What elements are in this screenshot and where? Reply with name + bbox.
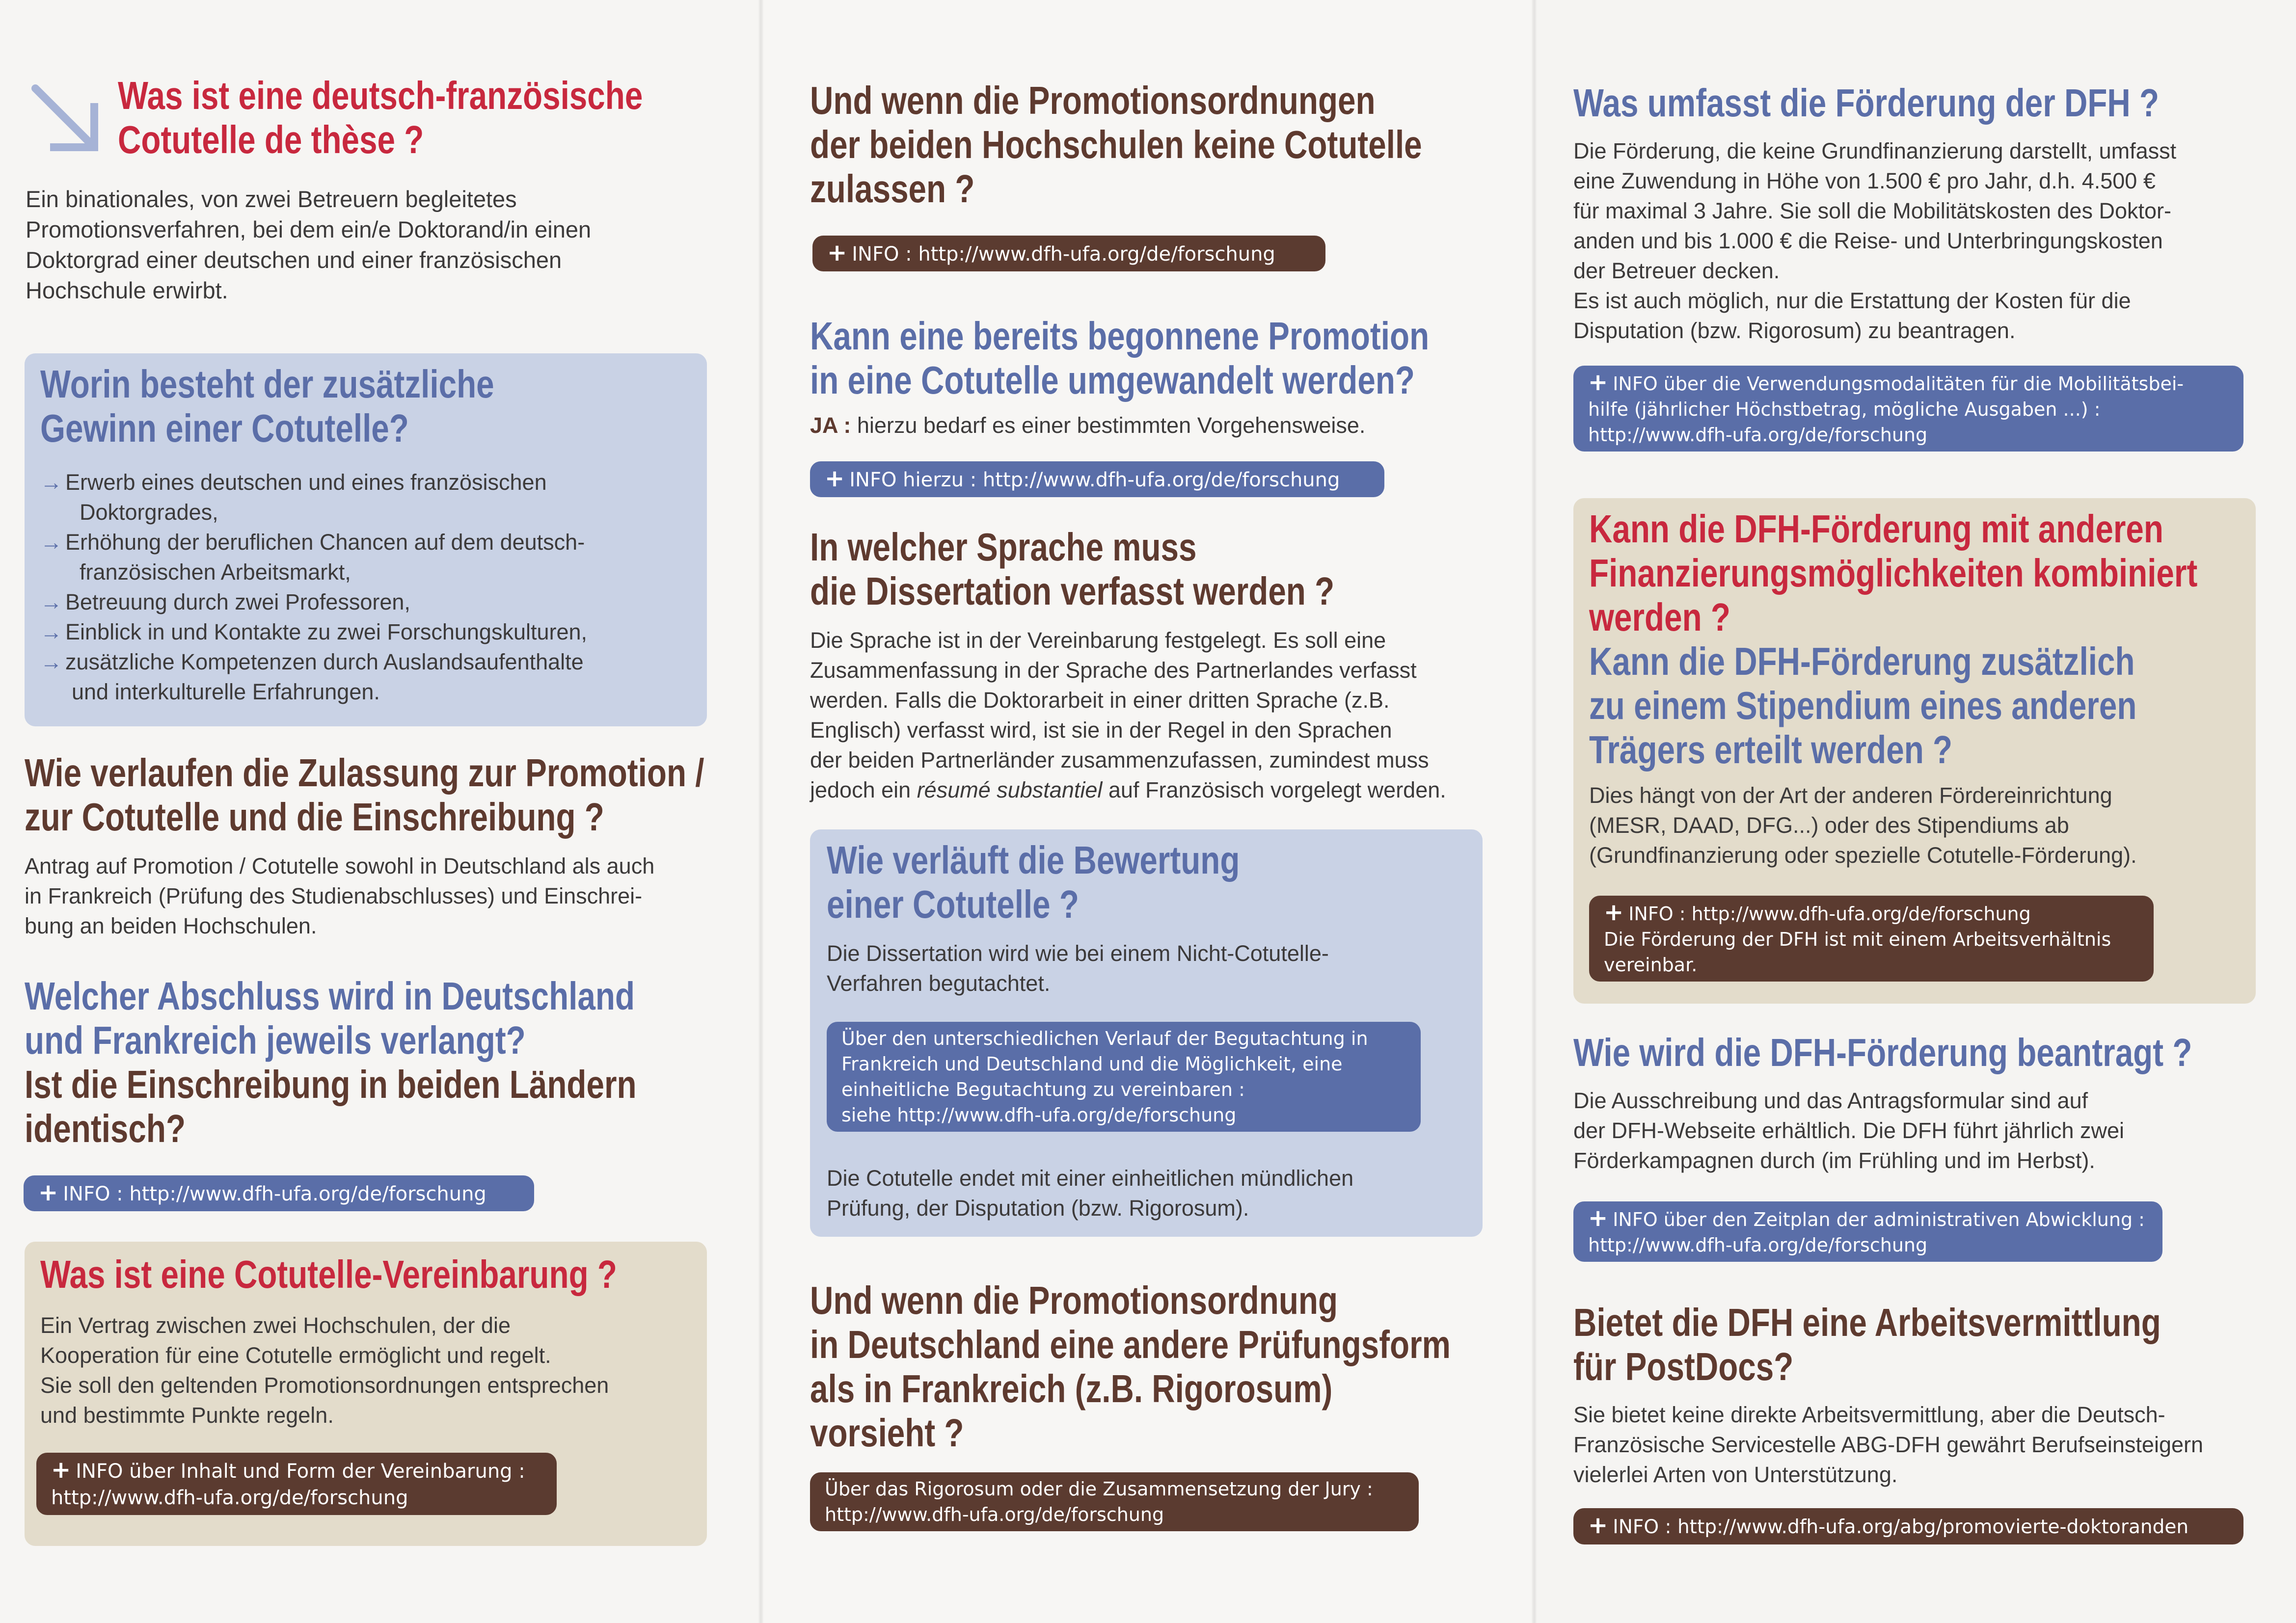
- info-link[interactable]: [24, 1175, 534, 1211]
- section-application: [1573, 1031, 2296, 1175]
- heading-line: einer Cotutelle ?: [827, 882, 1079, 926]
- heading-line: In welcher Sprache muss: [810, 525, 1197, 569]
- text-line: Dies hängt von der Art der anderen Fördereinrichtung: [1589, 783, 2112, 808]
- text-line: Prüfung, der Disputation (bzw. Rigorosum).: [827, 1196, 1249, 1221]
- heading: [810, 525, 1334, 613]
- benefit-list: [40, 467, 587, 707]
- heading-line: Worin besteht der zusätzliche: [40, 362, 494, 406]
- heading: [25, 751, 704, 839]
- text-line: der Betreuer decken.: [1573, 258, 1780, 283]
- heading-line: für PostDocs?: [1573, 1345, 1794, 1388]
- info-text: Über das Rigorosum oder die Zusammensetzung der Jury :: [825, 1478, 1373, 1500]
- info-link[interactable]: [827, 1022, 1421, 1132]
- heading-line: Was umfasst die Förderung der DFH ?: [1573, 81, 2160, 125]
- heading-line: Wie verläuft die Bewertung: [827, 838, 1240, 882]
- heading-line: Cotutelle de thèse ?: [118, 118, 424, 161]
- info-text: INFO hierzu : http://www.dfh-ufa.org/de/forschung: [849, 469, 1340, 491]
- text-line: Sie bietet keine direkte Arbeitsvermittlung, aber die Deutsch-: [1573, 1402, 2165, 1427]
- plus-icon: +: [825, 465, 845, 492]
- heading-line: Ist die Einschreibung in beiden Ländern: [25, 1063, 637, 1106]
- list-item: [40, 587, 587, 617]
- text-line: Die Dissertation wird wie bei einem Nicht-Cotutelle-: [827, 941, 1329, 966]
- heading-line: zulassen ?: [810, 167, 975, 211]
- text-line: Hochschule erwirbt.: [26, 277, 228, 303]
- text-line: Kooperation für eine Cotutelle ermöglicht und regelt.: [40, 1343, 551, 1368]
- heading: [40, 362, 494, 451]
- list-item: [40, 647, 587, 707]
- info-text: INFO über den Zeitplan der administrativen Abwicklung :: [1613, 1209, 2145, 1230]
- plus-icon: +: [38, 1179, 58, 1206]
- info-link[interactable]: [812, 236, 1325, 271]
- text-line: bung an beiden Hochschulen.: [25, 913, 317, 938]
- text-line: für maximal 3 Jahre. Sie soll die Mobilitätskosten des Doktor-: [1573, 198, 2171, 223]
- info-text: Die Förderung der DFH ist mit einem Arbeitsverhältnis: [1604, 929, 2111, 950]
- info-text: INFO : http://www.dfh-ufa.org/de/forschung: [1628, 903, 2031, 925]
- text-line: eine Zuwendung in Höhe von 1.500 € pro Jahr, d.h. 4.500 €: [1573, 168, 2156, 193]
- info-text: Frankreich und Deutschland und die Möglichkeit, eine: [841, 1053, 1343, 1075]
- text-line: der beiden Partnerländer zusammenzufassen, zumindest muss: [810, 747, 1429, 772]
- heading-line: werden ?: [1589, 595, 1730, 639]
- heading: [1573, 81, 2159, 125]
- section-exam-form: [810, 1278, 1591, 1455]
- list-item: [40, 527, 587, 587]
- info-text: http://www.dfh-ufa.org/de/forschung: [825, 1504, 1164, 1525]
- info-text: INFO : http://www.dfh-ufa.org/de/forschung: [63, 1183, 486, 1205]
- text-line: Es ist auch möglich, nur die Erstattung der Kosten für die: [1573, 288, 2131, 313]
- list-item-text: Doktorgrades,: [80, 500, 218, 525]
- heading: [1589, 639, 2136, 772]
- heading-line: vorsieht ?: [810, 1411, 964, 1455]
- text-line: Promotionsverfahren, bei dem ein/e Doktorand/in einen: [26, 216, 592, 242]
- text-line: werden. Falls die Doktorarbeit in einer dritten Sprache (z.B.: [810, 688, 1390, 713]
- heading-line: Kann die DFH-Förderung zusätzlich: [1589, 639, 2135, 683]
- section-convert: [810, 314, 1565, 441]
- text-line: [810, 775, 1450, 805]
- plus-icon: +: [827, 239, 847, 266]
- heading-line: Und wenn die Promotionsordnung: [810, 1278, 1338, 1322]
- gain-box: [25, 353, 707, 726]
- text-line: in Frankreich (Prüfung des Studienabschlusses) und Einschrei-: [25, 883, 643, 908]
- text-line: Sie soll den geltenden Promotionsordnungen entsprechen: [40, 1373, 609, 1398]
- heading-line: Bietet die DFH eine Arbeitsvermittlung: [1573, 1301, 2161, 1344]
- arrow-right-icon: →: [40, 530, 62, 555]
- info-text: siehe http://www.dfh-ufa.org/de/forschung: [841, 1104, 1237, 1126]
- text-line: (Grundfinanzierung oder spezielle Cotutelle-Förderung).: [1589, 843, 2137, 868]
- section-no-cotutelle: [810, 79, 1556, 211]
- info-link[interactable]: [36, 1453, 557, 1515]
- heading-line: Kann eine bereits begonnene Promotion: [810, 314, 1430, 358]
- list-item-text: und interkulturelle Erfahrungen.: [72, 679, 380, 704]
- heading-line: zur Cotutelle und die Einschreibung ?: [25, 795, 604, 839]
- plus-icon: +: [1588, 1512, 1608, 1539]
- heading: [40, 1252, 617, 1297]
- text-line: Französische Servicestelle ABG-DFH gewährt Berufseinsteigern: [1573, 1432, 2204, 1457]
- info-text: INFO über Inhalt und Form der Vereinbarung :: [76, 1460, 525, 1483]
- info-text: hilfe (jährlicher Höchstbetrag, mögliche Ausgaben ...) :: [1588, 399, 2101, 420]
- heading-line: Welcher Abschluss wird in Deutschland: [25, 974, 635, 1018]
- text-line: Englisch) verfasst wird, ist sie in der Regel in den Sprachen: [810, 718, 1392, 743]
- heading-line: zu einem Stipendium eines anderen: [1589, 684, 2137, 727]
- heading: [810, 1278, 1451, 1455]
- heading-line: Wie wird die DFH-Förderung beantragt ?: [1573, 1031, 2192, 1074]
- info-link[interactable]: [1589, 896, 2154, 982]
- section-language: [810, 525, 1450, 805]
- info-text: INFO über die Verwendungsmodalitäten für die Mobilitätsbei-: [1613, 373, 2184, 395]
- italic-text: résumé substantiel: [917, 777, 1103, 802]
- text-line: Verfahren begutachtet.: [827, 971, 1051, 996]
- heading: [810, 314, 1429, 402]
- heading: [827, 838, 1240, 927]
- plus-icon: +: [1604, 899, 1624, 926]
- info-text: INFO : http://www.dfh-ufa.org/abg/promovierte-doktoranden: [1613, 1516, 2189, 1538]
- evaluation-box: [810, 829, 1483, 1237]
- info-text: http://www.dfh-ufa.org/de/forschung: [1588, 424, 1928, 446]
- heading-line: die Dissertation verfasst werden ?: [810, 569, 1335, 613]
- list-item-text: Erwerb eines deutschen und eines französischen: [65, 470, 547, 495]
- arrow-right-icon: →: [40, 649, 62, 674]
- heading: [25, 974, 637, 1063]
- list-item-text: Erhöhung der beruflichen Chancen auf dem deutsch-: [65, 530, 585, 555]
- info-text: Über den unterschiedlichen Verlauf der Begutachtung in: [841, 1028, 1368, 1049]
- arrow-down-right-icon: [30, 83, 104, 157]
- heading-line: Und wenn die Promotionsordnungen: [810, 79, 1376, 122]
- text: jedoch ein: [810, 777, 911, 802]
- ja-label: JA :: [810, 413, 851, 438]
- info-link[interactable]: [1573, 366, 2243, 452]
- info-text: http://www.dfh-ufa.org/de/forschung: [1588, 1234, 1928, 1256]
- text-line: Förderkampagnen durch (im Frühling und im Herbst).: [1573, 1148, 2095, 1173]
- section-funding: [1573, 81, 2288, 346]
- info-link[interactable]: [810, 1472, 1419, 1531]
- heading: [1573, 1031, 2192, 1075]
- list-item-text: Betreuung durch zwei Professoren,: [65, 589, 410, 614]
- info-link[interactable]: [1573, 1201, 2162, 1262]
- section-admission: [25, 751, 853, 941]
- info-text: einheitliche Begutachtung zu vereinbaren :: [841, 1079, 1245, 1100]
- text-line: Ein binationales, von zwei Betreuern begleitetes: [26, 186, 517, 212]
- text-line: Die Förderung, die keine Grundfinanzierung darstellt, umfasst: [1573, 138, 2177, 163]
- text-line: Disputation (bzw. Rigorosum) zu beantragen.: [1573, 318, 2016, 343]
- plus-icon: +: [1588, 1204, 1608, 1232]
- heading-line: Kann die DFH-Förderung mit anderen: [1589, 507, 2163, 551]
- text-line: anden und bis 1.000 € die Reise- und Unterbringungskosten: [1573, 228, 2163, 253]
- info-link[interactable]: [810, 461, 1384, 497]
- section-what-is-cotutelle: [118, 74, 758, 162]
- text-line: Doktorgrad einer deutschen und einer französischen: [26, 247, 562, 273]
- heading-line: in Deutschland eine andere Prüfungsform: [810, 1323, 1451, 1366]
- text-line: der DFH-Webseite erhältlich. Die DFH führt jährlich zwei: [1573, 1118, 2125, 1143]
- list-item-text: zusätzliche Kompetenzen durch Auslandsaufenthalte: [65, 649, 584, 674]
- text-line: Zusammenfassung in der Sprache des Partnerlandes verfasst: [810, 658, 1417, 683]
- heading-line: und Frankreich jeweils verlangt?: [25, 1018, 526, 1062]
- section-postdocs: [1573, 1301, 2290, 1490]
- heading-line: Finanzierungsmöglichkeiten kombiniert: [1589, 551, 2198, 595]
- section-body: [26, 184, 591, 306]
- text-line: Die Ausschreibung und das Antragsformular sind auf: [1573, 1088, 2088, 1113]
- text-line: Ein Vertrag zwischen zwei Hochschulen, der die: [40, 1313, 511, 1338]
- heading: [118, 74, 643, 162]
- agreement-box: [25, 1242, 707, 1546]
- text-line: (MESR, DAAD, DFG...) oder des Stipendiums ab: [1589, 813, 2069, 838]
- heading: [1573, 1301, 2161, 1389]
- heading: [810, 79, 1422, 211]
- section-degree: [25, 974, 771, 1151]
- combination-box: [1573, 498, 2256, 1004]
- heading: [1589, 507, 2197, 639]
- list-item-text: Einblick in und Kontakte zu zwei Forschungskulturen,: [65, 619, 588, 644]
- plus-icon: +: [51, 1456, 71, 1484]
- list-item: [40, 467, 587, 527]
- heading-line: als in Frankreich (z.B. Rigorosum): [810, 1367, 1333, 1410]
- info-text: vereinbar.: [1604, 954, 1698, 976]
- heading-line: identisch?: [25, 1107, 186, 1150]
- text: hierzu bedarf es einer bestimmten Vorgehensweise.: [857, 413, 1366, 438]
- text-line: vielerlei Arten von Unterstützung.: [1573, 1462, 1898, 1487]
- list-item-text: französischen Arbeitsmarkt,: [80, 559, 351, 585]
- info-text: INFO : http://www.dfh-ufa.org/de/forschung: [852, 243, 1275, 266]
- plus-icon: +: [1588, 369, 1608, 396]
- heading-line: Gewinn einer Cotutelle?: [40, 406, 409, 450]
- heading-line: der beiden Hochschulen keine Cotutelle: [810, 123, 1422, 166]
- info-text: http://www.dfh-ufa.org/de/forschung: [51, 1487, 408, 1509]
- heading-line: Wie verlaufen die Zulassung zur Promotion /: [25, 751, 704, 795]
- text: auf Französisch vorgelegt werden.: [1108, 777, 1446, 802]
- heading-line: in eine Cotutelle umgewandelt werden?: [810, 358, 1415, 402]
- arrow-right-icon: →: [40, 589, 62, 614]
- text-line: und bestimmte Punkte regeln.: [40, 1403, 334, 1428]
- heading-line: Was ist eine deutsch-französische: [118, 74, 643, 117]
- list-item: [40, 617, 587, 647]
- text-line: Die Cotutelle endet mit einer einheitlichen mündlichen: [827, 1166, 1354, 1191]
- text-line: Die Sprache ist in der Vereinbarung festgelegt. Es soll eine: [810, 628, 1386, 653]
- arrow-right-icon: →: [40, 619, 62, 644]
- text-line: Antrag auf Promotion / Cotutelle sowohl in Deutschland als auch: [25, 853, 655, 878]
- text-line: [810, 410, 1565, 441]
- heading: [25, 1063, 637, 1151]
- info-link[interactable]: [1573, 1508, 2243, 1544]
- heading-line: Was ist eine Cotutelle-Vereinbarung ?: [40, 1252, 617, 1296]
- arrow-right-icon: →: [40, 470, 62, 495]
- heading-line: Trägers erteilt werden ?: [1589, 728, 1953, 772]
